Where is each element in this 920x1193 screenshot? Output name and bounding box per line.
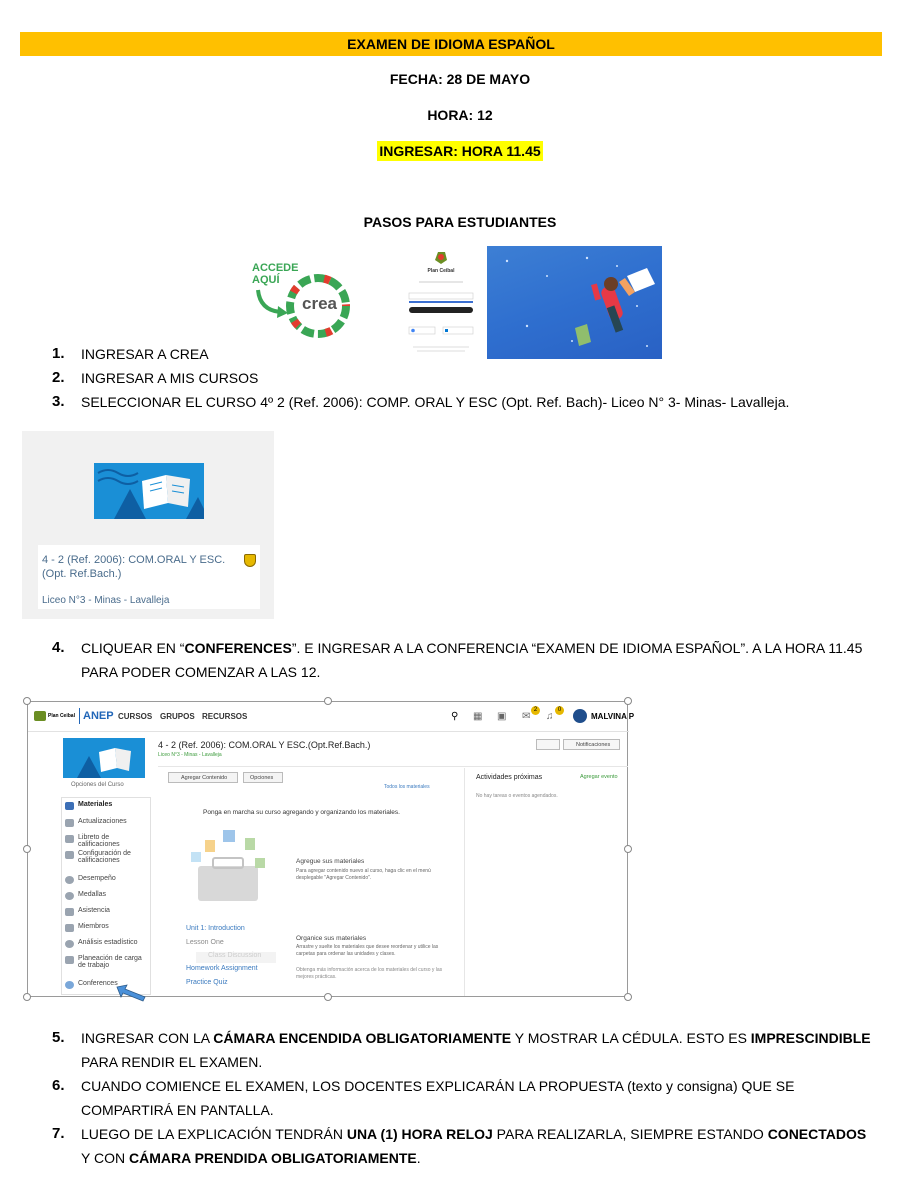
add-content-button[interactable]: Agregar Contenido (168, 772, 238, 783)
step4-text-a: CLIQUEAR EN “ (81, 640, 185, 656)
course-badge-icon (244, 554, 256, 567)
all-materials-filter[interactable]: Todos los materiales (384, 784, 430, 790)
nav-cursos[interactable]: CURSOS (118, 712, 153, 721)
open-book-icon (94, 463, 204, 519)
platform-top-bar (28, 702, 635, 732)
step-number: 3. (52, 393, 65, 410)
ceibal-brand: Plan Ceibal (48, 713, 75, 719)
tree-lesson: Lesson One (186, 939, 224, 946)
step-7 (52, 1122, 871, 1170)
step-number: 7. (52, 1125, 65, 1142)
add-materials-text: Para agregar contenido nuevo al curso, haga clic en el menú desplegable "Agregar Contenido". (296, 868, 431, 881)
analytics-icon (65, 940, 74, 948)
sidebar-item-asistencia[interactable] (65, 907, 110, 916)
mail-count-badge: 2 (531, 706, 540, 715)
course-card-image-area (38, 431, 260, 545)
add-event-link[interactable]: Agregar evento (580, 774, 618, 780)
no-events-text: No hay tareas o eventos agendados. (476, 793, 558, 799)
ceibal-logo-icon (34, 711, 46, 721)
medal-icon (65, 892, 74, 900)
tree-unit: Unit 1: Introduction (186, 925, 245, 932)
sidebar-item-conferences[interactable] (65, 980, 118, 989)
step-text-segment: INGRESAR CON LA (81, 1030, 214, 1046)
gradebook-icon (65, 835, 74, 843)
members-icon (65, 924, 74, 932)
platform-screenshot (27, 701, 635, 997)
sidebar-item-desempeno[interactable] (65, 875, 116, 884)
course-cover-image (94, 463, 204, 519)
step-text (81, 1122, 871, 1170)
sidebar-item-label: Planeación de carga de trabajo (78, 955, 142, 969)
crea-word: crea (302, 294, 337, 313)
tree-discussion: Class Discussion (196, 952, 276, 963)
user-name[interactable]: MALVINA P (591, 712, 635, 721)
workload-icon (65, 956, 74, 964)
sidebar-item-label: Materiales (78, 801, 113, 808)
course-card-title[interactable]: 4 - 2 (Ref. 2006): COM.ORAL Y ESC.(Opt. Ref.Bach.) (42, 554, 226, 580)
sidebar-item-configuracion[interactable] (65, 850, 149, 864)
course-main-area (158, 734, 628, 996)
step-2 (52, 366, 871, 390)
course-title: 4 - 2 (Ref. 2006): COM.ORAL Y ESC.(Opt.Ref.Bach.) (158, 740, 371, 750)
sidebar-item-actualizaciones[interactable] (65, 818, 127, 827)
entry-time-line (0, 143, 920, 159)
sidebar-item-label: Configuración de calificaciones (78, 850, 131, 864)
sidebar-course-image (63, 738, 145, 778)
step-number: 1. (52, 345, 65, 362)
sidebar-item-medallas[interactable] (65, 891, 106, 900)
exam-time: HORA: 12 (427, 107, 493, 123)
sidebar-item-label: Libreto de calificaciones (78, 834, 120, 848)
upcoming-activities-title: Actividades próximas (476, 774, 543, 781)
step-text (81, 1026, 871, 1074)
grade-settings-icon (65, 851, 74, 859)
step4-text-b: ”. E INGRESAR A LA CONFERENCIA “EXAMEN DE IDIOMA ESPAÑOL”. A LA HORA 11.45 PARA PODER COMENZAR A LAS 12. (81, 640, 863, 680)
step-text: SELECCIONAR EL CURSO 4º 2 (Ref. 2006): COMP. ORAL Y ESC (Opt. Ref. Bach)- Liceo N° 3- Minas- Lavalleja. (81, 394, 790, 410)
sidebar-item-libreto[interactable] (65, 834, 151, 848)
bell-icon[interactable]: ♫ (546, 711, 554, 722)
step-text-bold: CÁMARA ENCENDIDA OBLIGATORIAMENTE (213, 1030, 512, 1046)
pointer-arrow-icon (117, 985, 147, 1001)
step-text-segment: . (416, 1150, 421, 1166)
step-text (81, 1074, 871, 1122)
sidebar-item-materiales[interactable] (65, 801, 112, 810)
sidebar-item-label: Medallas (78, 891, 107, 898)
step-number: 2. (52, 369, 65, 386)
course-options-link[interactable]: Opciones del Curso (71, 782, 124, 788)
step-3 (52, 390, 871, 414)
resize-handle (624, 845, 632, 853)
step-text-bold: CÁMARA PRENDIDA OBLIGATORIAMENTE (128, 1150, 417, 1166)
sidebar-item-label: Desempeño (78, 875, 116, 882)
view-toggle-button[interactable] (536, 739, 560, 750)
resize-handle (23, 845, 31, 853)
course-school: Liceo N°3 - Minas - Lavalleja (158, 752, 222, 758)
options-button[interactable]: Opciones (243, 772, 283, 783)
resize-handle (23, 697, 31, 705)
nav-grupos[interactable]: GRUPOS (160, 712, 195, 721)
sidebar-item-planeacion[interactable] (65, 955, 149, 969)
empty-state-title: Ponga en marcha su curso agregando y organizando los materiales. (203, 809, 400, 816)
steps-list-step4 (52, 636, 871, 684)
steps-list-b (52, 1026, 871, 1170)
entry-time-highlight: INGRESAR: HORA 11.45 (379, 143, 541, 159)
crea-logo-line2: AQUÍ (252, 274, 280, 286)
tree-quiz: Practice Quiz (186, 979, 228, 986)
step-text-bold: UNA (1) HORA RELOJ (346, 1126, 493, 1142)
calendar-icon[interactable]: ▣ (497, 711, 507, 722)
step-number: 4. (52, 639, 65, 656)
anep-logo: ANEP (83, 710, 114, 722)
course-sidebar (61, 734, 151, 996)
conferences-icon (65, 981, 74, 989)
step-text-segment: LUEGO DE LA EXPLICACIÓN TENDRÁN (81, 1126, 347, 1142)
divider (158, 766, 628, 767)
sidebar-item-analisis[interactable] (65, 939, 138, 948)
nav-recursos[interactable]: RECURSOS (202, 712, 248, 721)
step-text (81, 636, 871, 684)
sidebar-item-label: Análisis estadístico (78, 939, 138, 946)
course-card[interactable] (38, 431, 260, 609)
resize-handle (624, 993, 632, 1001)
column-divider (464, 768, 465, 996)
sidebar-item-label: Asistencia (78, 907, 110, 914)
step-text-bold: CONECTADOS (767, 1126, 867, 1142)
step-5 (52, 1026, 871, 1074)
sidebar-item-label: Actualizaciones (78, 818, 127, 825)
step-text-bold: IMPRESCINDIBLE (750, 1030, 871, 1046)
search-icon[interactable]: ⚲ (451, 711, 459, 722)
resize-handle (624, 697, 632, 705)
step-text: INGRESAR A CREA (81, 346, 209, 362)
crea-logo (250, 258, 350, 338)
resize-handle (23, 993, 31, 1001)
attendance-icon (65, 908, 74, 916)
step4-text-bold: CONFERENCES (184, 640, 292, 656)
step-text: INGRESAR A MIS CURSOS (81, 370, 259, 386)
brand-divider (79, 708, 80, 724)
course-card-screenshot (22, 431, 274, 619)
sidebar-item-miembros[interactable] (65, 923, 109, 932)
step-text-segment: Y MOSTRAR LA CÉDULA. ESTO ES (511, 1030, 751, 1046)
tree-homework: Homework Assignment (186, 965, 258, 972)
step-number: 6. (52, 1077, 65, 1094)
avatar[interactable] (573, 709, 587, 723)
open-book-icon (63, 738, 145, 778)
step-number: 5. (52, 1029, 65, 1046)
resize-handle (324, 993, 332, 1001)
organize-materials-title: Organice sus materiales (296, 935, 367, 942)
section-title: PASOS PARA ESTUDIANTES (363, 214, 557, 230)
crea-logo-line1: ACCEDE (252, 262, 299, 274)
resize-handle (324, 697, 332, 705)
step-text-segment: PARA REALIZARLA, SIEMPRE ESTANDO (492, 1126, 768, 1142)
sidebar-item-label: Conferences (78, 980, 118, 987)
performance-icon (65, 876, 74, 884)
exam-date: FECHA: 28 DE MAYO (389, 71, 531, 87)
bell-count-badge: 0 (555, 706, 564, 715)
materials-icon (65, 802, 74, 810)
mail-icon[interactable]: ✉ (522, 711, 531, 722)
step-text-segment: CUANDO COMIENCE EL EXAMEN, LOS DOCENTES EXPLICARÁN LA PROPUESTA (texto y consigna) QUE SE COMPARTIRÁ EN PANTALLA. (81, 1078, 795, 1118)
step-text-segment: PARA RENDIR EL EXAMEN. (81, 1054, 263, 1070)
more-info-link[interactable]: Obtenga más información acerca de los materiales del curso y las mejores prácticas. (296, 967, 443, 980)
step-text-segment: Y CON (81, 1150, 129, 1166)
sidebar-item-label: Miembros (78, 923, 109, 930)
add-materials-title: Agregue sus materiales (296, 858, 365, 865)
course-card-subtitle: Liceo N°3 - Minas - Lavalleja (42, 595, 170, 606)
login-brand: Plan Ceibal (427, 268, 455, 274)
grid-icon[interactable]: ▦ (473, 711, 483, 722)
toolbox-illustration-icon (183, 826, 273, 906)
step-4 (52, 636, 871, 684)
step-6 (52, 1074, 871, 1122)
steps-list-a (52, 342, 871, 414)
step-1 (52, 342, 871, 366)
notifications-button[interactable]: Notificaciones (563, 739, 620, 750)
organize-materials-text: Arrastre y suelte los materiales que desee reordenar y utilice las carpetas para ordenar las unidades y clases. (296, 944, 439, 957)
exam-title-banner: EXAMEN DE IDIOMA ESPAÑOL (20, 32, 882, 56)
updates-icon (65, 819, 74, 827)
